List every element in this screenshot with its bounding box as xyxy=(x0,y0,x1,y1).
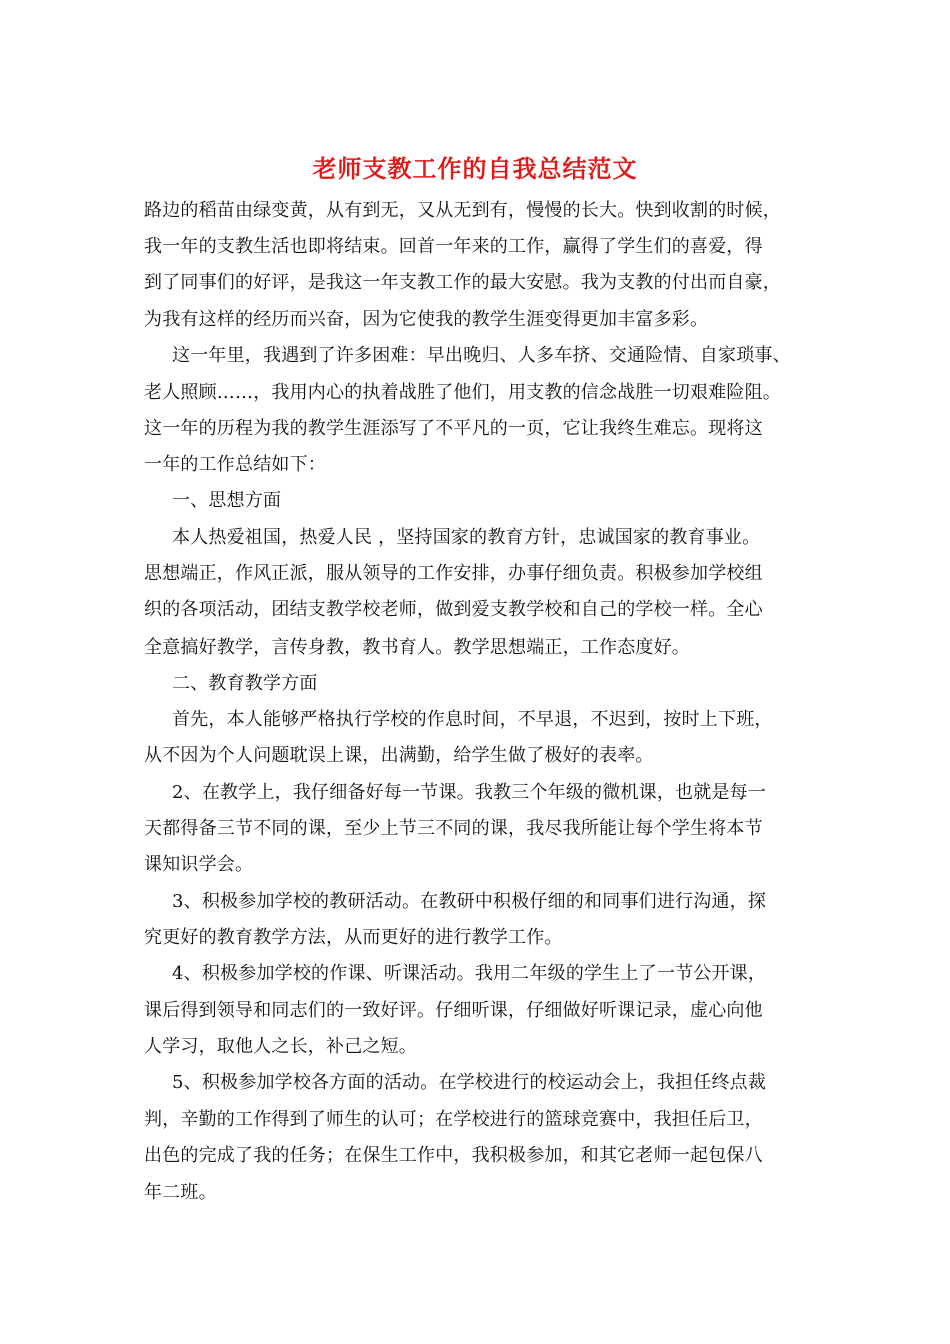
paragraph-line: 路边的稻苗由绿变黄，从有到无，又从无到有，慢慢的长大。快到收割的时候， xyxy=(144,200,781,221)
paragraph-line: 本人热爱祖国，热爱人民 ，坚持国家的教育方针，忠诚国家的教育事业。 xyxy=(172,527,761,548)
paragraph-line: 老人照顾……，我用内心的执着战胜了他们，用支教的信念战胜一切艰难险阻。 xyxy=(144,382,781,403)
paragraph-line: 为我有这样的经历而兴奋，因为它使我的教学生涯变得更加丰富多彩。 xyxy=(144,309,709,330)
paragraph-line: 从不因为个人问题耽误上课，出满勤，给学生做了极好的表率。 xyxy=(144,745,654,766)
paragraph-line: 天都得备三节不同的课，至少上节三不同的课，我尽我所能让每个学生将本节 xyxy=(144,818,763,839)
paragraph-line: 这一年的历程为我的教学生涯添写了不平凡的一页，它让我终生难忘。现将这 xyxy=(144,418,763,439)
paragraph-line: 全意搞好教学，言传身教，教书育人。教学思想端正，工作态度好。 xyxy=(144,637,690,658)
paragraph-line: 课后得到领导和同志们的一致好评。仔细听课，仔细做好听课记录，虚心向他 xyxy=(144,1000,763,1021)
paragraph-line: 这一年里，我遇到了许多困难：早出晚归、人多车挤、交通险情、自家琐事、 xyxy=(172,345,791,366)
paragraph-line: 3、积极参加学校的教研活动。在教研中积极仔细的和同事们进行沟通，探 xyxy=(172,891,767,912)
paragraph-line: 判，辛勤的工作得到了师生的认可；在学校进行的篮球竞赛中，我担任后卫， xyxy=(144,1109,763,1130)
document-title: 老师支教工作的自我总结范文 xyxy=(312,154,638,183)
paragraph-line: 课知识学会。 xyxy=(144,854,254,875)
paragraph-line: 出色的完成了我的任务；在保生工作中，我积极参加，和其它老师一起包保八 xyxy=(144,1145,763,1166)
paragraph-line: 年二班。 xyxy=(144,1182,217,1203)
paragraph-line: 人学习，取他人之长，补己之短。 xyxy=(144,1036,417,1057)
paragraph-line: 究更好的教育教学方法，从而更好的进行教学工作。 xyxy=(144,927,563,948)
section-heading: 二、教育教学方面 xyxy=(172,673,318,694)
section-heading: 一、思想方面 xyxy=(172,490,282,511)
paragraph-line: 思想端正，作风正派，服从领导的工作安排，办事仔细负责。积极参加学校组 xyxy=(144,563,763,584)
paragraph-line: 5、积极参加学校各方面的活动。在学校进行的校运动会上，我担任终点裁 xyxy=(172,1072,767,1093)
paragraph-line: 到了同事们的好评，是我这一年支教工作的最大安慰。我为支教的付出而自豪， xyxy=(144,272,781,293)
paragraph-line: 织的各项活动，团结支教学校老师，做到爱支教学校和自己的学校一样。全心 xyxy=(144,599,763,620)
paragraph-line: 一年的工作总结如下： xyxy=(144,454,326,475)
paragraph-line: 首先，本人能够严格执行学校的作息时间，不早退，不迟到，按时上下班， xyxy=(172,709,773,730)
paragraph-line: 2、在教学上，我仔细备好每一节课。我教三个年级的微机课，也就是每一 xyxy=(172,782,767,803)
paragraph-line: 我一年的支教生活也即将结束。回首一年来的工作，赢得了学生们的喜爱，得 xyxy=(144,236,763,257)
paragraph-line: 4、积极参加学校的作课、听课活动。我用二年级的学生上了一节公开课， xyxy=(172,963,767,984)
